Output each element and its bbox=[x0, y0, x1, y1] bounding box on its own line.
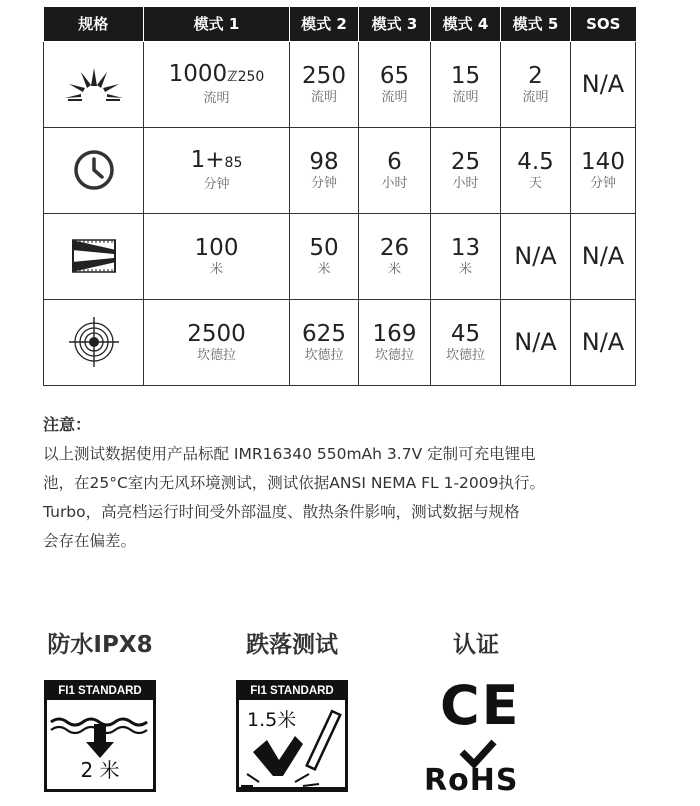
waterproof-section bbox=[44, 628, 156, 662]
table-row-runtime bbox=[44, 127, 636, 213]
rohs-logo: RoHS bbox=[424, 763, 519, 798]
header-mode-2: 模式 2 bbox=[290, 7, 359, 41]
impact-standard: FI1 STANDARD bbox=[239, 683, 345, 700]
cell-runtime-mode-4: 25 小时 bbox=[431, 127, 501, 213]
notes-line: 池，在25°C室内无风环境测试，测试依据ANSI NEMA FL 1-2009执行。 bbox=[43, 474, 546, 492]
cell-lumens-mode-2: 250 流明 bbox=[290, 41, 359, 127]
table-row-intensity bbox=[44, 299, 636, 385]
cell-intensity-sos: N/A bbox=[571, 299, 636, 385]
cell-intensity-mode-1: 2500 坎德拉 bbox=[144, 299, 290, 385]
impact-title: 跌落测试 bbox=[246, 632, 338, 658]
clock-icon bbox=[72, 148, 116, 192]
row-icon-cell bbox=[44, 299, 144, 385]
cell-lumens-sos: N/A bbox=[571, 41, 636, 127]
cell-intensity-mode-2: 625 坎德拉 bbox=[290, 299, 359, 385]
waterproof-standard: FI1 STANDARD bbox=[47, 683, 153, 700]
header-spec: 规格 bbox=[44, 7, 144, 41]
notes-body bbox=[43, 440, 643, 556]
notes-line: Turbo，高亮档运行时间受外部温度、散热条件影响，测试数据与规格 bbox=[43, 503, 520, 521]
beam-distance-icon bbox=[70, 238, 118, 274]
cell-runtime-mode-5: 4.5 天 bbox=[501, 127, 571, 213]
waterproof-depth: 2 米 bbox=[80, 758, 120, 782]
notes-line: 会存在偏差。 bbox=[43, 532, 137, 550]
cell-lumens-mode-3: 65 流明 bbox=[359, 41, 431, 127]
cert-section bbox=[420, 628, 532, 662]
cell-distance-mode-4: 13 米 bbox=[431, 213, 501, 299]
row-icon-cell bbox=[44, 127, 144, 213]
cell-lumens-mode-4: 15 流明 bbox=[431, 41, 501, 127]
cell-runtime-mode-3: 6 小时 bbox=[359, 127, 431, 213]
cell-lumens-mode-5: 2 流明 bbox=[501, 41, 571, 127]
row-icon-cell bbox=[44, 213, 144, 299]
impact-height: 1.5米 bbox=[247, 709, 297, 731]
cell-intensity-mode-3: 169 坎德拉 bbox=[359, 299, 431, 385]
waterproof-badge bbox=[44, 680, 156, 792]
waterproof-title: 防水IPX8 bbox=[47, 632, 153, 658]
notes-line: 以上测试数据使用产品标配 IMR16340 550mAh 3.7V 定制可充电锂电 bbox=[43, 445, 536, 463]
cell-distance-mode-1: 100 米 bbox=[144, 213, 290, 299]
impact-section bbox=[236, 628, 348, 662]
cell-runtime-mode-2: 98 分钟 bbox=[290, 127, 359, 213]
table-row-lumens bbox=[44, 41, 636, 127]
cell-intensity-mode-5: N/A bbox=[501, 299, 571, 385]
cell-runtime-sos: 140 分钟 bbox=[571, 127, 636, 213]
header-mode-3: 模式 3 bbox=[359, 7, 431, 41]
table-row-distance bbox=[44, 213, 636, 299]
header-mode-1: 模式 1 bbox=[144, 7, 290, 41]
drop-impact-icon bbox=[239, 700, 345, 792]
notes-section bbox=[43, 410, 643, 556]
cell-distance-sos: N/A bbox=[571, 213, 636, 299]
header-row bbox=[44, 7, 636, 41]
header-mode-5: 模式 5 bbox=[501, 7, 571, 41]
cell-distance-mode-5: N/A bbox=[501, 213, 571, 299]
impact-badge bbox=[236, 680, 348, 792]
cell-lumens-mode-1: 1000ℤ250 流明 bbox=[144, 41, 290, 127]
water-drop-arrow-icon bbox=[47, 700, 153, 762]
cert-title: 认证 bbox=[453, 632, 499, 658]
target-icon bbox=[69, 317, 119, 367]
row-icon-cell bbox=[44, 41, 144, 127]
notes-title: 注意： bbox=[43, 415, 92, 434]
header-mode-4: 模式 4 bbox=[431, 7, 501, 41]
ce-logo: CE bbox=[440, 674, 521, 737]
sunburst-icon bbox=[63, 64, 125, 104]
cell-runtime-mode-1: 1+85 分钟 bbox=[144, 127, 290, 213]
header-sos: SOS bbox=[571, 7, 636, 41]
cell-intensity-mode-4: 45 坎德拉 bbox=[431, 299, 501, 385]
cell-distance-mode-2: 50 米 bbox=[290, 213, 359, 299]
cell-distance-mode-3: 26 米 bbox=[359, 213, 431, 299]
spec-table bbox=[43, 7, 636, 386]
